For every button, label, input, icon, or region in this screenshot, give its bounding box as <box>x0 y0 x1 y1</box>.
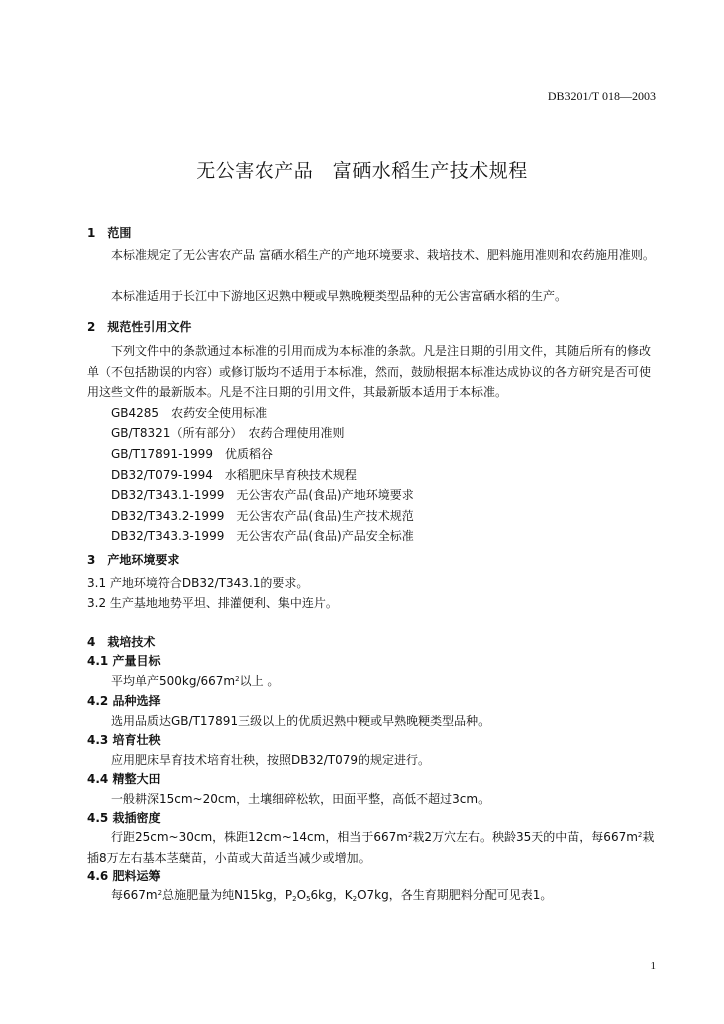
text-segment: O <box>296 888 307 902</box>
clause-number: 3.2 <box>87 596 107 610</box>
section-3-heading: 3 产地环境要求 <box>87 553 180 567</box>
clause-4-1-heading <box>87 652 160 669</box>
clause-title: 培育壮秧 <box>112 733 161 747</box>
clause-number: 4.3 <box>87 733 109 747</box>
text-segment: 以上 。 <box>239 674 280 688</box>
reference-item: DB32/T343.1-1999 无公害农产品(食品)产地环境要求 <box>111 488 414 502</box>
section-1-heading: 1 范围 <box>87 226 132 240</box>
superscript: 2 <box>637 831 643 839</box>
text-segment: 每667m <box>111 888 158 902</box>
clause-4-3-heading <box>87 731 160 748</box>
text-segment: 栽2万穴左右。秧龄35天的中苗，每667m <box>412 830 638 844</box>
clause-number: 4.5 <box>87 811 109 825</box>
text-segment: 总施肥量为纯N15kg，P <box>162 888 293 902</box>
reference-item: DB32/T343.3-1999 无公害农产品(食品)产品安全标准 <box>111 529 414 543</box>
clause-4-3-text: 应用肥床旱育技术培育壮秧，按照DB32/T079的规定进行。 <box>111 753 431 767</box>
section-1-paragraph-2: 本标准适用于长江中下游地区迟熟中粳或早熟晚粳类型品种的无公害富硒水稻的生产。 <box>111 289 568 303</box>
clause-text: 生产基地地势平坦、排灌便利、集中连片。 <box>109 596 338 610</box>
reference-item: DB32/T343.2-1999 无公害农产品(食品)生产技术规范 <box>111 509 414 523</box>
reference-item: GB4285 农药安全使用标准 <box>111 406 268 420</box>
document-title: 无公害农产品 富硒水稻生产技术规程 <box>196 160 528 182</box>
document-code: DB3201/T 018—2003 <box>547 89 656 103</box>
clause-number: 3.1 <box>87 576 107 590</box>
clause-4-1-text <box>111 672 279 689</box>
subscript: 2 <box>352 895 358 903</box>
clause-4-6-heading <box>87 867 160 884</box>
superscript: 2 <box>407 831 413 839</box>
subscript: 2 <box>292 895 297 903</box>
reference-item: GB/T17891-1999 优质稻谷 <box>111 447 273 461</box>
clause-3-1 <box>87 574 308 591</box>
reference-item: GB/T8321（所有部分） 农药合理使用准则 <box>111 426 345 440</box>
subscript: 5 <box>306 895 311 903</box>
clause-4-4-text: 一般耕深15cm~20cm，土壤细碎松软，田面平整，高低不超过3cm。 <box>111 792 491 806</box>
text-segment: 平均单产500kg/667m <box>111 674 236 688</box>
section-2-paragraph-1: 下列文件中的条款通过本标准的引用而成为本标准的条款。凡是注日期的引用文件，其随后所有的修改单（不包括勘误的内容）或修订版均不适用于本标准，然而，鼓励根据本标准达成协议的各方研究是否可使用这些文件的最新版本。凡是不注日期的引用文件，其最新版本适用于本标准。 <box>87 344 652 399</box>
clause-title: 栽插密度 <box>112 811 161 825</box>
superscript: 2 <box>235 675 240 683</box>
clause-4-5-text <box>87 825 657 868</box>
section-2-heading: 2 规范性引用文件 <box>87 320 192 334</box>
clause-text: 产地环境符合DB32/T343.1的要求。 <box>109 576 309 590</box>
clause-number: 4.4 <box>87 772 109 786</box>
superscript: 2 <box>157 889 163 897</box>
clause-4-2-heading <box>87 692 160 709</box>
clause-4-6-text <box>111 886 552 903</box>
section-4-heading: 4 栽培技术 <box>87 635 156 649</box>
clause-title: 肥料运筹 <box>112 869 161 883</box>
clause-3-2 <box>87 594 338 611</box>
text-segment: O7kg，各生育期肥料分配可见表1。 <box>357 888 553 902</box>
page-number: 1 <box>650 960 656 972</box>
text-segment: 行距25cm~30cm，株距12cm~14cm，相当于667m <box>111 830 408 844</box>
clause-number: 4.1 <box>87 654 109 668</box>
clause-title: 产量目标 <box>112 654 161 668</box>
clause-4-5-heading <box>87 809 160 826</box>
reference-item: DB32/T079-1994 水稻肥床旱育秧技术规程 <box>111 468 357 482</box>
clause-number: 4.2 <box>87 694 109 708</box>
clause-title: 精整大田 <box>112 772 161 786</box>
clause-title: 品种选择 <box>112 694 161 708</box>
clause-4-4-heading <box>87 770 160 787</box>
text-segment: 栽插8万左右基本茎蘖苗，小苗或大苗适当减少或增加。 <box>87 830 655 865</box>
clause-number: 4.6 <box>87 869 109 883</box>
text-segment: 6kg，K <box>310 888 353 902</box>
section-1-paragraph-1: 本标准规定了无公害农产品 富硒水稻生产的产地环境要求、栽培技术、肥料施用准则和农药施用准则。 <box>111 248 655 262</box>
clause-4-2-text: 选用品质达GB/T17891三级以上的优质迟熟中粳或早熟晚粳类型品种。 <box>111 714 491 728</box>
